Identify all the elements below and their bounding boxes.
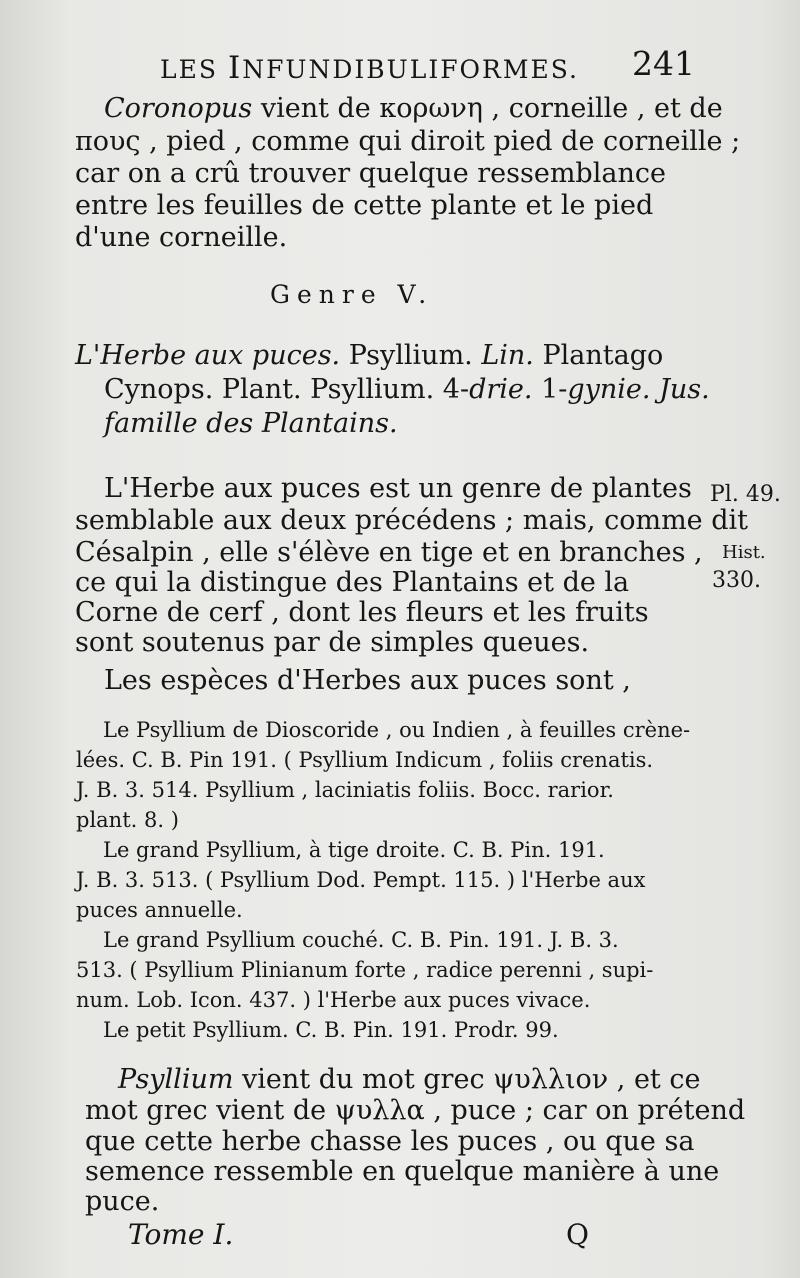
volume-label: Tome I.	[128, 1218, 234, 1251]
species-line: J. B. 3. 513. ( Psyllium Dod. Pempt. 115. ) l'Herbe aux	[76, 868, 646, 892]
para2-line6: sont soutenus par de simples queues.	[75, 627, 590, 658]
margin-hist: Hist.	[722, 542, 766, 563]
title-line1: L'Herbe aux puces. Psyllium. Lin. Plantago	[75, 340, 664, 371]
species-line: 513. ( Psyllium Plinianum forte , radice perenni , supi-	[76, 958, 654, 982]
para2-line1: L'Herbe aux puces est un genre de plantes	[104, 473, 692, 504]
para3-line4: semence ressemble en quelque manière à une	[85, 1156, 720, 1187]
genre-heading: Genre V.	[270, 280, 434, 309]
header-initial: I	[227, 50, 243, 86]
running-header	[160, 50, 579, 86]
species-line: lées. C. B. Pin 191. ( Psyllium Indicum , foliis crenatis.	[76, 748, 654, 772]
species-line: puces annuelle.	[76, 898, 243, 922]
species-line: plant. 8. )	[76, 808, 179, 832]
margin-plate-ref: Pl. 49.	[710, 482, 781, 507]
header-rest: NFUNDIBULIFORMES.	[242, 55, 579, 84]
para1-line2: πους , pied , comme qui diroit pied de corneille ;	[75, 126, 741, 157]
para3-line1: Psyllium vient du mot grec ψυλλιον , et ce	[118, 1064, 701, 1095]
para2-line3: Césalpin , elle s'élève en tige et en branches ,	[75, 537, 703, 568]
species-line: J. B. 3. 514. Psyllium , laciniatis foliis. Bocc. rarior.	[76, 778, 614, 802]
title-line2: Cynops. Plant. Psyllium. 4-drie. 1-gynie. Jus.	[104, 374, 710, 405]
para3-line5: puce.	[85, 1186, 160, 1217]
para1-line5: d'une corneille.	[75, 222, 288, 253]
header-prefix: LES	[160, 55, 228, 84]
species-line: Le grand Psyllium couché. C. B. Pin. 191. J. B. 3.	[103, 928, 619, 952]
para1-line3: car on a crû trouver quelque ressemblance	[75, 158, 666, 189]
page-number: 241	[632, 44, 695, 83]
signature-mark: Q	[566, 1218, 589, 1251]
para3-line2: mot grec vient de ψυλλα , puce ; car on prétend	[85, 1095, 746, 1126]
title-line3: famille des Plantains.	[104, 408, 398, 439]
para1-line1: Coronopus vient de κορωνη , corneille , et de	[104, 93, 723, 124]
species-line: Le petit Psyllium. C. B. Pin. 191. Prodr. 99.	[103, 1018, 559, 1042]
species-line: num. Lob. Icon. 437. ) l'Herbe aux puces vivace.	[76, 988, 591, 1012]
para3-line3: que cette herbe chasse les puces , ou que sa	[85, 1126, 695, 1157]
para2-line2: semblable aux deux précédens ; mais, comme dit	[75, 505, 748, 536]
para2-line4: ce qui la distingue des Plantains et de la	[75, 567, 630, 598]
margin-hist-number: 330.	[712, 568, 761, 593]
species-line: Le Psyllium de Dioscoride , ou Indien , à feuilles crène-	[103, 718, 691, 742]
species-intro: Les espèces d'Herbes aux puces sont ,	[104, 665, 631, 696]
para2-line5: Corne de cerf , dont les fleurs et les fruits	[75, 597, 649, 628]
species-line: Le grand Psyllium, à tige droite. C. B. Pin. 191.	[103, 838, 605, 862]
para1-line4: entre les feuilles de cette plante et le pied	[75, 190, 654, 221]
